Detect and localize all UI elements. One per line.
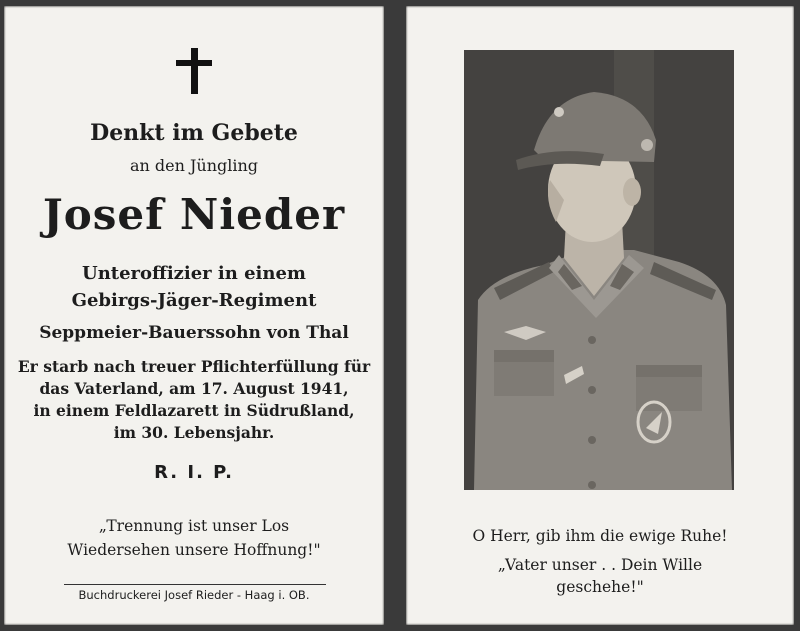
soldier-portrait-image xyxy=(464,50,734,490)
divider xyxy=(64,584,326,585)
rip-text: R. I. P. xyxy=(154,462,234,483)
rank-block xyxy=(4,260,384,314)
quote-line-2: Wiedersehen unsere Hoffnung!" xyxy=(67,541,321,559)
memorial-card-photo-panel xyxy=(406,6,794,625)
bio-line-1: Er starb nach treuer Pflichterfüllung für xyxy=(17,357,371,376)
deceased-name: Josef Nieder xyxy=(42,190,346,239)
bio-line-4: im 30. Lebensjahr. xyxy=(113,423,275,442)
portrait-photo xyxy=(464,50,734,490)
memorial-card-text-panel xyxy=(4,6,384,625)
cross-icon xyxy=(176,48,212,96)
subheading: an den Jüngling xyxy=(129,156,259,175)
bio-block xyxy=(4,356,384,444)
origin-line: Seppmeier-Bauerssohn von Thal xyxy=(39,323,349,343)
printer-credit: Buchdruckerei Josef Rieder - Haag i. OB. xyxy=(78,588,310,602)
lords-prayer-block xyxy=(406,554,794,598)
rank-line-1: Unteroffizier in einem xyxy=(82,263,306,284)
heading: Denkt im Gebete xyxy=(90,120,298,146)
lords-prayer-line-1: „Vater unser . . Dein Wille xyxy=(497,556,703,574)
bio-line-2: das Vaterland, am 17. August 1941, xyxy=(39,379,349,398)
prayer-line: O Herr, gib ihm die ewige Ruhe! xyxy=(472,527,728,545)
rank-line-2: Gebirgs-Jäger-Regiment xyxy=(71,290,317,311)
lords-prayer-line-2: geschehe!" xyxy=(556,578,644,596)
quote-line-1: „Trennung ist unser Los xyxy=(98,517,290,535)
bio-line-3: in einem Feldlazarett in Südrußland, xyxy=(33,401,355,420)
quote-block xyxy=(4,514,384,562)
